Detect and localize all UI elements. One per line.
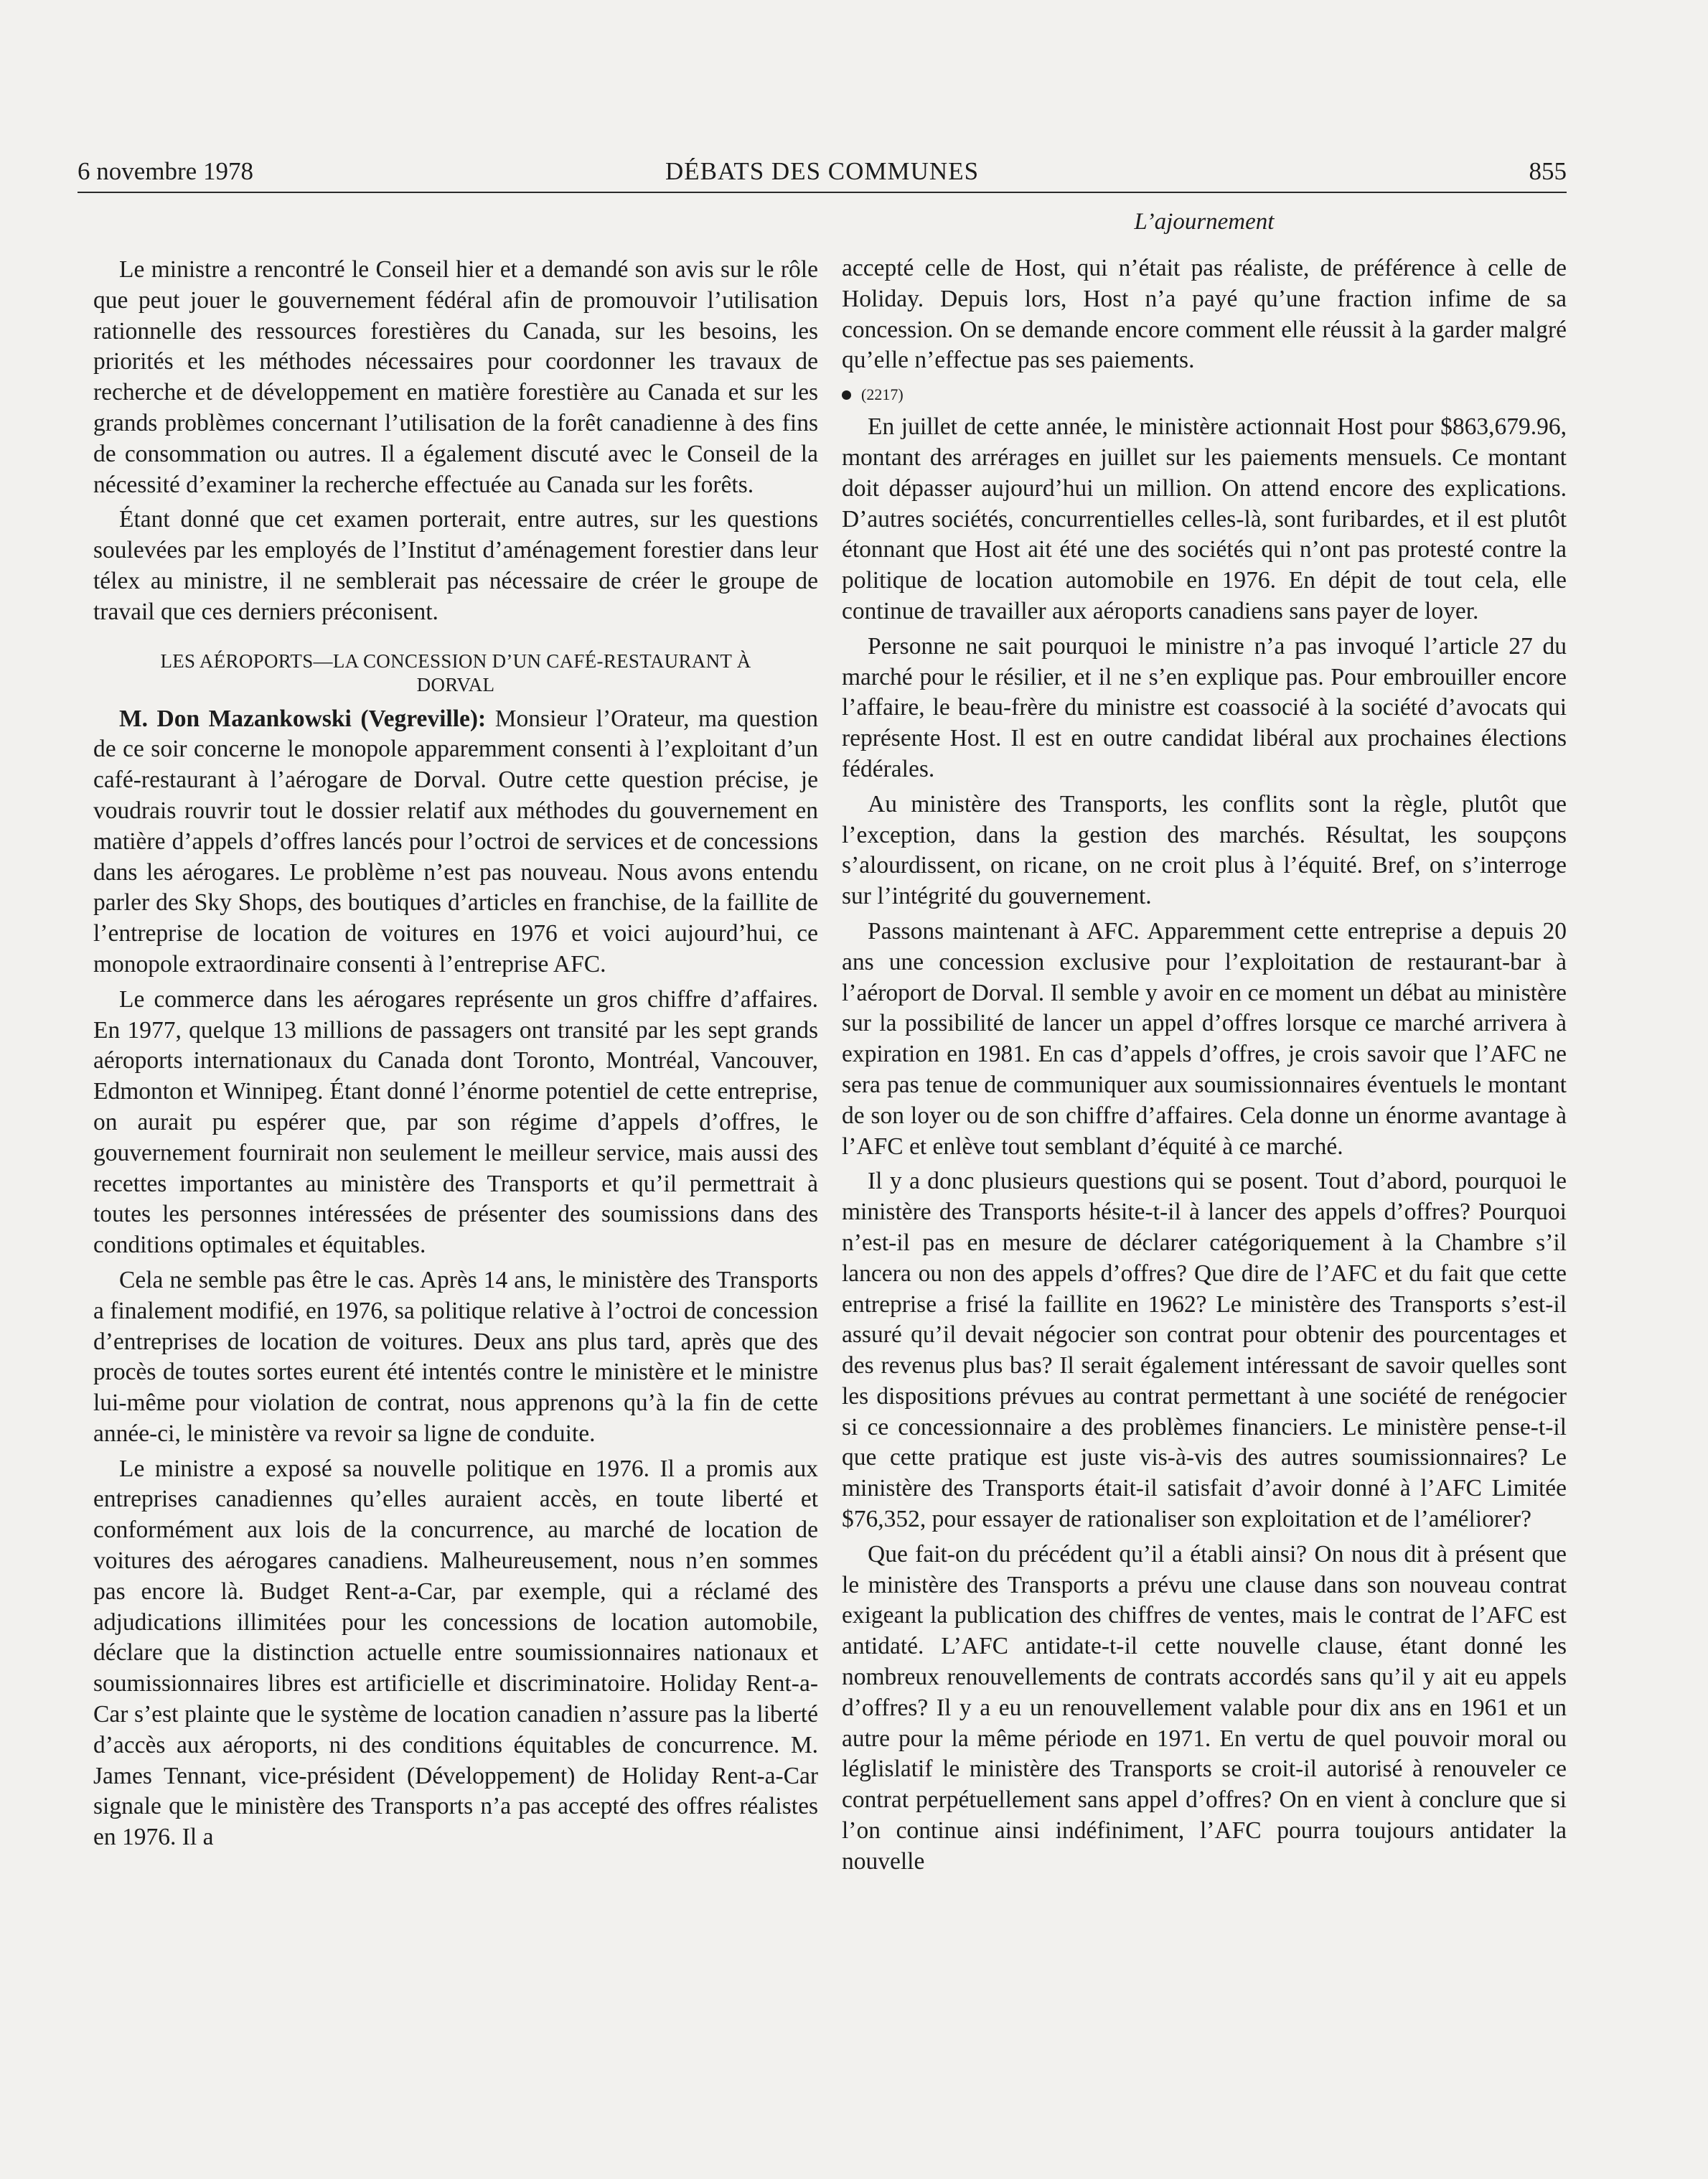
paragraph: Personne ne sait pourquoi le ministre n’a pas invoqué l’article 27 du marché pour le résilier, et il ne s’en explique pas. Pour embrouiller encore l’affaire, le beau-frère du ministre est coassocié à la société d’avocats qui représente Host. Il est en outre candidat libéral aux prochaines élections fédérales. — [842, 632, 1567, 782]
paragraph: En juillet de cette année, le ministère actionnait Host pour $863,679.96, montant des arrérages en juillet sur les paiements mensuels. Ce montant doit dépasser aujourd’hui un million. On attend encore des explications. D’autres sociétés, concurrentielles celles-là, sont furibardes, et il est plutôt étonnant que Host ait été une des sociétés qui n’ont pas protesté contre la politique de location automobile en 1976. En dépit de tout cela, elle continue de travailler aux aéroports canadiens sans payer de loyer. — [842, 413, 1567, 624]
header-title: DÉBATS DES COMMUNES — [665, 157, 980, 185]
section-heading: LES AÉROPORTS—LA CONCESSION D’UN CAFÉ-RESTAURANT À DORVAL — [160, 650, 751, 695]
paragraph: Il y a donc plusieurs questions qui se posent. Tout d’abord, pourquoi le ministère des Transports hésite-t-il à lancer des appels d’offres? Pourquoi n’est-il pas en mesure de déclarer catégoriquement à la Chambre s’il lancera ou non des appels d’offres? Que dire de l’AFC et du fait que cette entreprise a frisé la faillite en 1962? Le ministère des Transports s’est-il assuré qu’il devait négocier son contrat pour obtenir des pourcentages et des revenus plus bas? Il serait également intéressant de savoir quelles sont les dispositions prévues au contrat permettant à une société de renégocier si ce concessionnaire a des problèmes financiers. Le ministère pense-t-il que cette pratique est juste vis-à-vis des autres soumissionnaires? Le ministère des Transports était-il satisfait d’avoir donné à l’AFC Limitée $76,352, pour essayer de rationaliser son exploitation et de l’améliorer? — [842, 1168, 1567, 1533]
paragraph: Le commerce dans les aérogares représente un gros chiffre d’affaires. En 1977, quelque 13 millions de passagers ont transité par les sept grands aéroports internationaux du Canada dont Toronto, Montréal, Vancouver, Edmonton et Winnipeg. Étant donné l’énorme potentiel de cette entreprise, on aurait pu espérer que, par son régime d’appels d’offres, le gouvernement fournirait non seulement le meilleur service, mais aussi des recettes importantes au ministère des Transports et qu’il permettrait à toutes les personnes intéressées de présenter des soumissions dans des conditions optimales et équitables. — [93, 985, 818, 1259]
bullet-icon — [842, 390, 851, 400]
page-number: 855 — [1529, 157, 1567, 185]
header-date: 6 novembre 1978 — [78, 157, 253, 185]
speaker-name: M. Don Mazankowski (Vegreville): — [119, 705, 487, 732]
paragraph: Cela ne semble pas être le cas. Après 14 ans, le ministère des Transports a finalement modifié, en 1976, sa politique relative à l’octroi de concession d’entreprises de location de voitures. Deux ans plus tard, après que des procès de toutes sortes eurent été intentés contre le ministère et le ministre lui-même pour violation de contrat, nous apprenons qu’à la fin de cette année-ci, le ministère va revoir sa ligne de conduite. — [93, 1266, 818, 1447]
right-column — [842, 253, 1567, 1882]
paragraph: Le ministre a exposé sa nouvelle politique en 1976. Il a promis aux entreprises canadiennes qu’elles auraient accès, en toute liberté et conformément aux lois de la concurrence, au marché de location de voitures des aérogares canadiens. Malheureusement, nous n’en sommes pas encore là. Budget Rent-a-Car, par exemple, qui a réclamé des adjudications illimitées pour les concessions de location automobile, déclare que la distinction actuelle entre soumissionnaires nationaux et soumissionnaires libres est artificielle et discriminatoire. Holiday Rent-a-Car s’est plainte que le système de location canadien n’assure pas la liberté d’accès aux aéroports, ni des conditions équitables de concurrence. M. James Tennant, vice-président (Développement) de Holiday Rent-a-Car signale que le ministère des Transports n’a pas accepté des offres réalistes en 1976. Il a — [93, 1455, 818, 1851]
left-column — [93, 255, 818, 1857]
time-marker-text: (2217) — [861, 385, 904, 404]
speech-text: Monsieur l’Orateur, ma question de ce soir concerne le monopole apparemment consenti à l’exploitant d’un café-restaurant à l’aérogare de Dorval. Outre cette question précise, je voudrais rouvrir tout le dossier relatif aux méthodes du gouvernement en matière d’appels d’offres lancés pour l’octroi de services et de concessions dans les aérogares. Le problème n’est pas nouveau. Nous avons entendu parler des Sky Shops, des boutiques d’articles en franchise, de la faillite de l’entreprise de location de voitures en 1976 et voici aujourd’hui, ce monopole extraordinaire consenti à l’entreprise AFC. — [93, 705, 818, 978]
section-subheader: L’ajournement — [1134, 209, 1275, 235]
paragraph: Que fait-on du précédent qu’il a établi ainsi? On nous dit à présent que le ministère des Transports a prévu une clause dans son nouveau contrat exigeant la publication des chiffres de ventes, mais le contrat de l’AFC est antidaté. L’AFC antidate-t-il cette nouvelle clause, étant donné les nombreux renouvellements de contrats accordés sans qu’il y ait eu appels d’offres? Il y a eu un renouvellement valable pour dix ans en 1961 et un autre pour la même période en 1971. En vertu de quel pouvoir moral ou léglislatif le ministère des Transports se croit-il autorisé à renouveler ce contrat perpétuellement sans appel d’offres? On en vient à conclure que si l’on continue ainsi indéfiniment, l’AFC pourra toujours antidater la nouvelle — [842, 1540, 1567, 1875]
document-page — [78, 154, 1567, 2164]
time-marker — [842, 380, 1567, 409]
paragraph: accepté celle de Host, qui n’était pas réaliste, de préférence à celle de Holiday. Depuis lors, Host n’a payé qu’une fraction infime de sa concession. On se demande encore comment elle réussit à la garder malgré qu’elle n’effectue pas ses paiements. — [842, 255, 1567, 374]
speech-paragraph — [93, 704, 818, 980]
paragraph: Au ministère des Transports, les conflits sont la règle, plutôt que l’exception, dans la gestion des marchés. Résultat, les soupçons s’alourdissent, on ricane, on ne croit plus à l’équité. Bref, on s’interroge sur l’intégrité du gouvernement. — [842, 790, 1567, 910]
paragraph: Étant donné que cet examen porterait, entre autres, sur les questions soulevées par les employés de l’Institut d’aménagement forestier dans leur télex au ministre, il ne semblerait pas nécessaire de créer le groupe de travail que ces derniers préconisent. — [93, 506, 818, 625]
paragraph: Passons maintenant à AFC. Apparemment cette entreprise a depuis 20 ans une concession exclusive pour l’exploitation de restaurant-bar à l’aéroport de Dorval. Il semble y avoir en ce moment un débat au ministère sur la possibilité de lancer un appel d’offres lorsque ce marché arrivera à expiration en 1981. En cas d’appels d’offres, je crois savoir que l’AFC ne sera pas tenue de communiquer aux soumissionnaires éventuels le montant de son loyer ou de son chiffre d’affaires. Cela donne un énorme avantage à l’AFC et enlève tout semblant d’équité à ce marché. — [842, 917, 1567, 1160]
page-header — [78, 154, 1567, 193]
paragraph: Le ministre a rencontré le Conseil hier et a demandé son avis sur le rôle que peut jouer le gouvernement fédéral afin de promouvoir l’utilisation rationnelle des ressources forestières du Canada, sur les besoins, les priorités et les méthodes nécessaires pour coordonner les travaux de recherche et de développement en matière forestière au Canada et sur les grands problèmes concernant l’utilisation de la forêt canadienne à des fins de consommation ou autres. Il a également discuté avec le Conseil de la nécessité d’examiner la recherche effectuée au Canada sur les forêts. — [93, 256, 818, 498]
